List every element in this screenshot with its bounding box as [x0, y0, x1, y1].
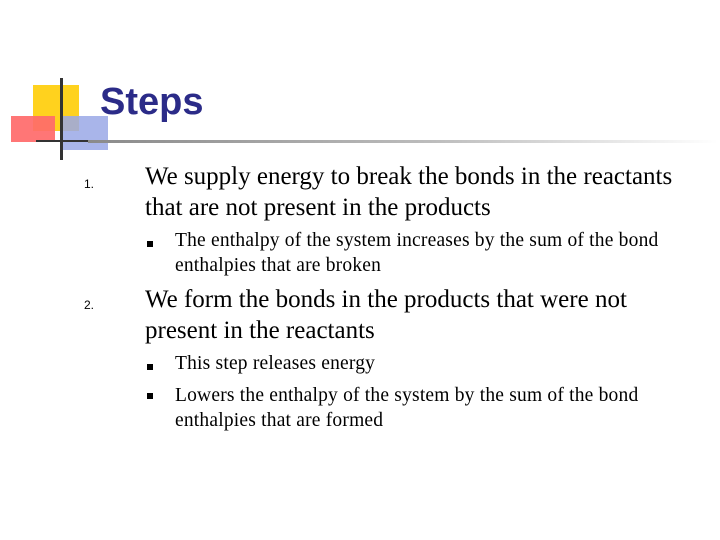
item-number: 2. [84, 298, 95, 312]
sub-item-text: The enthalpy of the system increases by the sum of the bond enthalpies that are broken [175, 230, 659, 276]
list-item-text: We supply energy to break the bonds in the reactants that are not present in the products [145, 163, 673, 221]
sub-item-text: Lowers the enthalpy of the system by the sum of the bond enthalpies that are formed [175, 385, 639, 431]
square-bullet-icon [147, 393, 153, 399]
sub-item-text: This step releases energy [175, 353, 376, 374]
decorative-red-block [11, 116, 55, 142]
title-underline [88, 140, 718, 143]
list-item-text: We form the bonds in the products that were not present in the reactants [145, 286, 627, 344]
square-bullet-icon [147, 241, 153, 247]
decorative-horizontal-line [36, 140, 96, 142]
item-number: 1. [84, 177, 95, 191]
square-bullet-icon [147, 364, 153, 370]
decorative-vertical-line [60, 78, 63, 160]
slide-title: Steps [100, 81, 204, 123]
